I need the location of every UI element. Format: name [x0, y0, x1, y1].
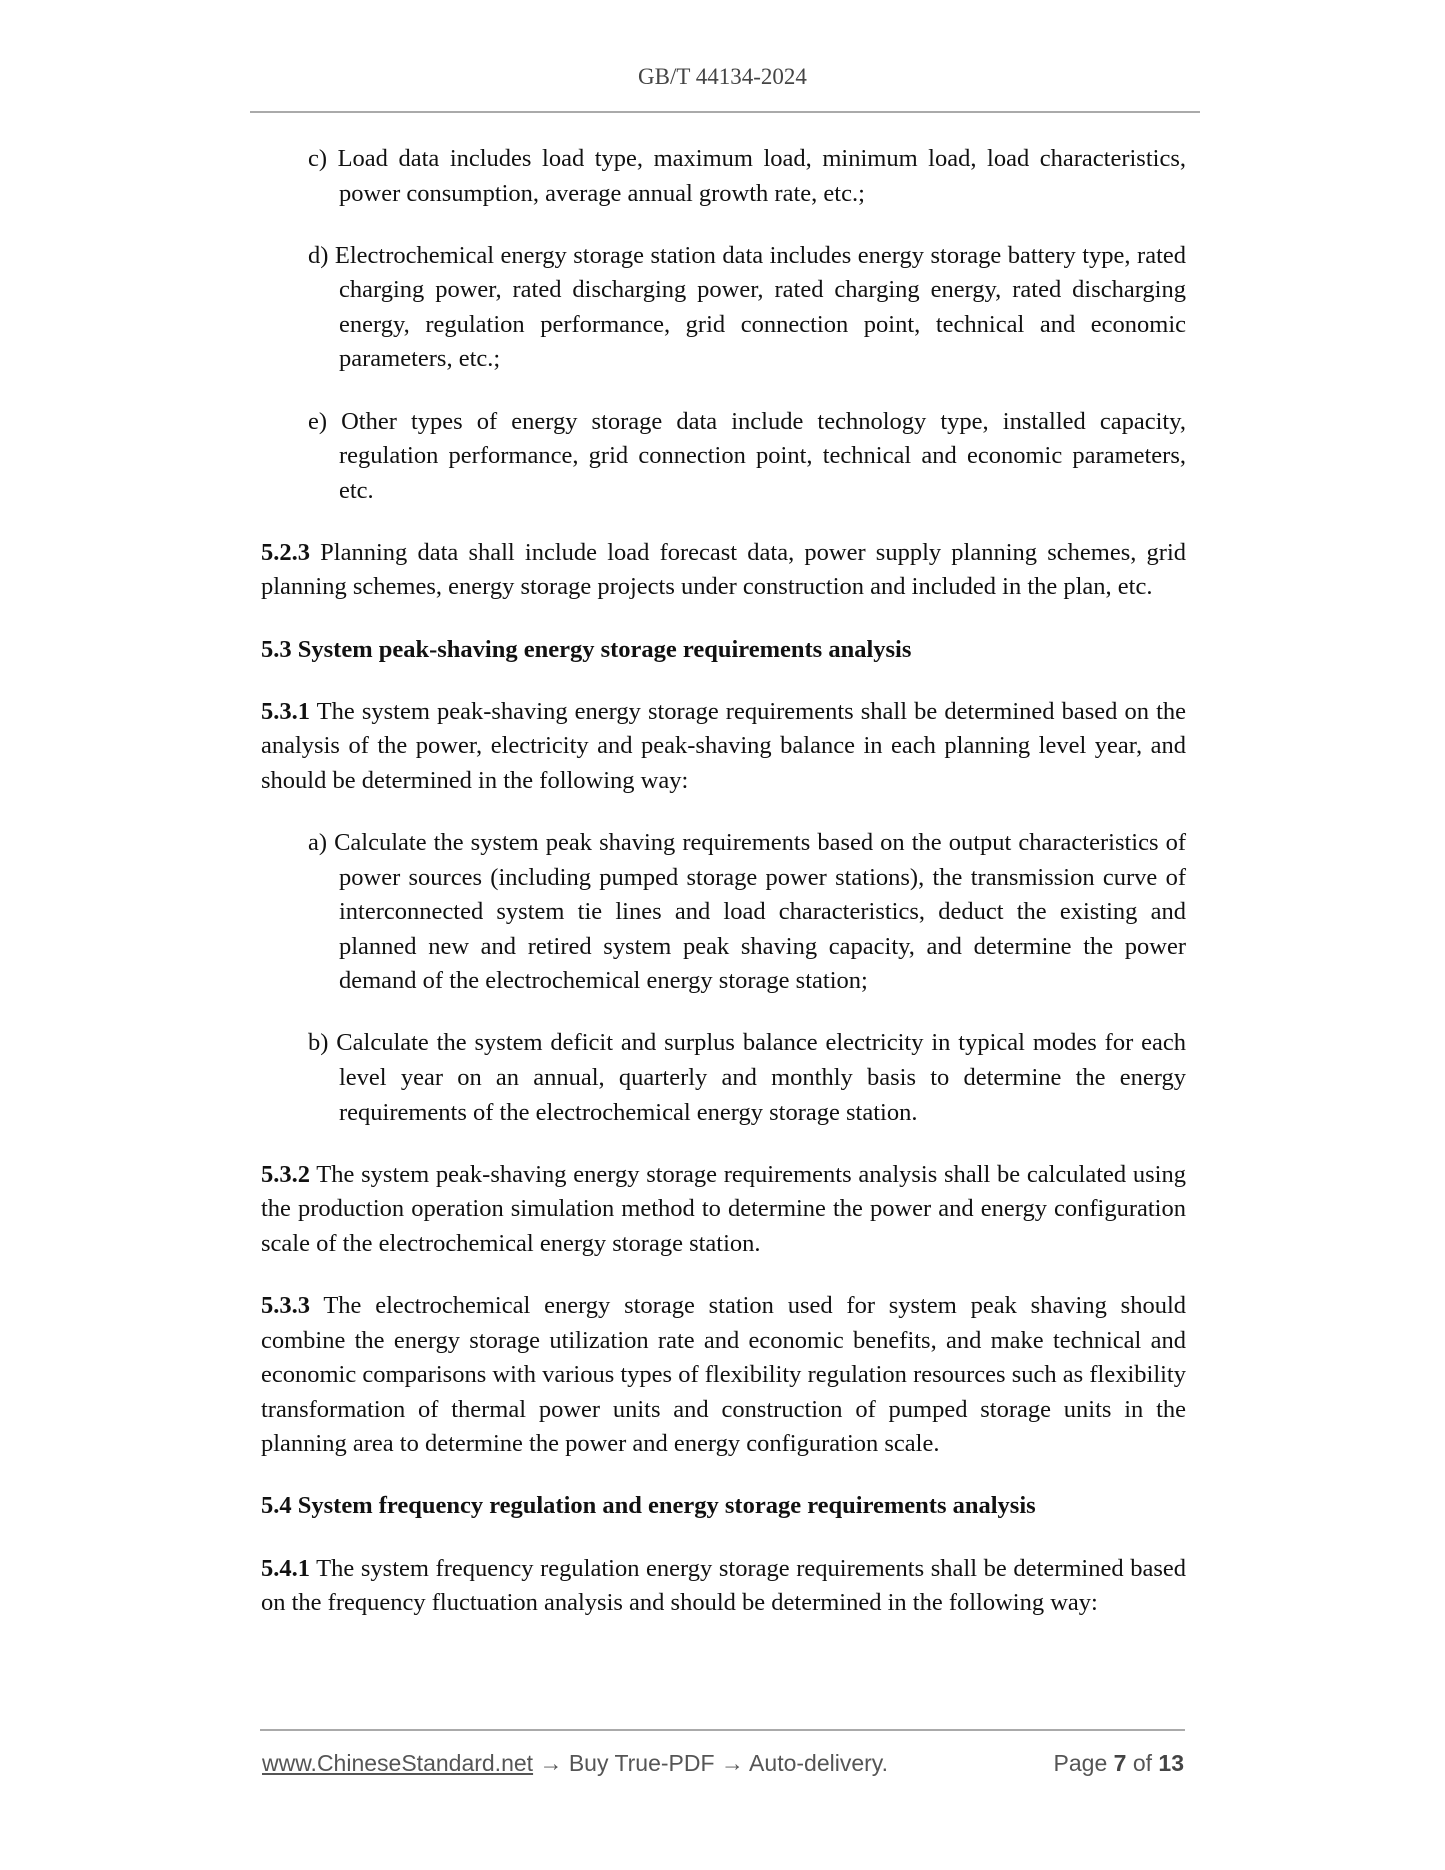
- clause-text: Planning data shall include load forecast data, power supply planning schemes, grid planning schemes, energy storage projects under construction and included in the plan, etc.: [261, 538, 1186, 601]
- page-of: of: [1126, 1750, 1159, 1776]
- clause-number: 5.2.3: [261, 538, 310, 566]
- clause-number: 5.4.1: [261, 1554, 310, 1582]
- clause-5-2-3: [261, 536, 1186, 605]
- footer-promo: [262, 1750, 888, 1777]
- promo-text: → Buy True-PDF → Auto-delivery.: [533, 1750, 888, 1776]
- footer: [262, 1750, 1184, 1777]
- section-heading-5-3: 5.3 System peak-shaving energy storage requirements analysis: [261, 635, 912, 663]
- clause-number: 5.3.1: [261, 697, 310, 725]
- page-label: Page: [1053, 1750, 1114, 1776]
- footer-divider: [260, 1729, 1185, 1731]
- list-item-c: c) Load data includes load type, maximum load, minimum load, load characteristics, power consumption, average annual growth rate, etc.;: [308, 145, 1186, 207]
- clause-number: 5.3.3: [261, 1291, 310, 1319]
- clause-5-3-2: [261, 1158, 1186, 1262]
- list-item-e: e) Other types of energy storage data include technology type, installed capacity, regulation performance, grid connection point, technical and economic parameters, etc.: [308, 407, 1186, 504]
- website-link[interactable]: www.ChineseStandard.net: [262, 1750, 534, 1776]
- clause-number: 5.3.2: [261, 1160, 310, 1188]
- clause-text: The system peak-shaving energy storage requirements analysis shall be calculated using the production operation simulation method to determine the power and energy configuration scale of the electrochemical energy storage station.: [261, 1160, 1186, 1257]
- clause-text: The system peak-shaving energy storage requirements shall be determined based on the analysis of the power, electricity and peak-shaving balance in each planning level year, and should be determined in the following way:: [261, 697, 1186, 794]
- clause-text: The system frequency regulation energy storage requirements shall be determined based on the frequency fluctuation analysis and should be determined in the following way:: [261, 1554, 1186, 1617]
- list-item-b: b) Calculate the system deficit and surplus balance electricity in typical modes for each level year on an annual, quarterly and monthly basis to determine the energy requirements of the electrochemical energy storage station.: [308, 1029, 1186, 1126]
- document-header: GB/T 44134-2024: [638, 64, 807, 89]
- section-heading-5-4: 5.4 System frequency regulation and energy storage requirements analysis: [261, 1492, 1036, 1520]
- list-item-d: d) Electrochemical energy storage station data includes energy storage battery type, rated charging power, rated discharging power, rated charging energy, rated discharging energy, regulation performance, grid connection point, technical and economic parameters, etc.;: [308, 241, 1186, 373]
- clause-text: The electrochemical energy storage station used for system peak shaving should combine the energy storage utilization rate and economic benefits, and make technical and economic comparisons with various types of flexibility regulation resources such as flexibility transformation of thermal power units and construction of pumped storage units in the planning area to determine the power and energy configuration scale.: [261, 1291, 1186, 1458]
- clause-5-4-1: [261, 1552, 1186, 1621]
- page-total: 13: [1158, 1750, 1184, 1776]
- page-number: 7: [1113, 1750, 1127, 1776]
- list-item-a: a) Calculate the system peak shaving requirements based on the output characteristics of power sources (including pumped storage power stations), the transmission curve of interconnected system tie lines and load characteristics, deduct the existing and planned new and retired system peak shaving capacity, and determine the power demand of the electrochemical energy storage station;: [308, 828, 1186, 995]
- clause-5-3-1: [261, 695, 1186, 799]
- page-indicator: [1054, 1750, 1184, 1777]
- clause-5-3-3: [261, 1289, 1186, 1462]
- document-body: [261, 142, 1186, 1648]
- header-divider: [250, 111, 1200, 113]
